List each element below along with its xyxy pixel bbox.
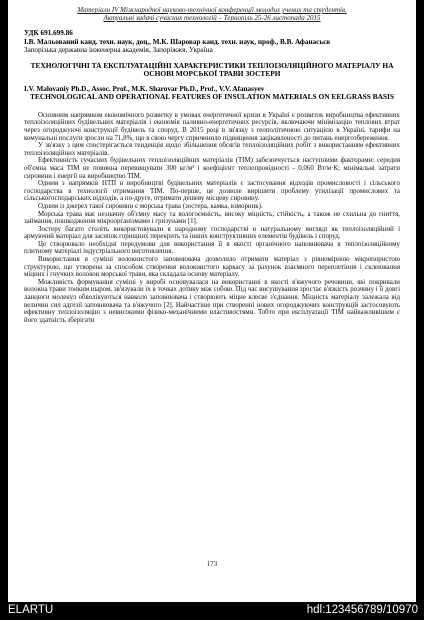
paragraph: Морська трава має незначну об'ємну масу та вологоємність, високу міцність, стійкість, а також не схильна до гниття, займання, пошкодження мікроорганізмами і гризунами [1].: [24, 210, 400, 226]
paragraph: Одним із джерел такої сировини є морська трава (зостера, камка, взморник).: [38, 202, 263, 210]
body-text: [24, 112, 400, 325]
paragraph: Основним напрямком економічного розвитку в умовах енергетичної кризи в Україні є розвиток виробництва ефективних теплоізоляційних будівельних матеріалів і економія паливно-енергетичних ресурсів, включаючи мінімізацію теплових втрат через огороджуючі конструкції будівель та споруд. В 2015 році в зв'язку з геополітичною ситуацією в Україні, тарифи на комунальні послуги зросли на 71,8%, що в свою чергу спричинило підвищення зацікавленості до питань енергозбереження.: [24, 111, 400, 142]
handle-id[interactable]: hdl:123456789/10970: [306, 604, 418, 616]
paragraph: Одним з напрямків НТП в виробництві будівельних матеріалів є застосування відходів промисловості і сільського господарства в технології отримання ТІМ. По-перше, це дозволе вирішити проблему утилізації промислових та сільськогосподарських відходів, а по-друге, отримати дешеву місцеву сировину.: [24, 180, 400, 203]
document-page: [8, 0, 416, 602]
affiliation-ua: Запорізька державна інженерна академія, Запоріжжя, Україна: [24, 46, 213, 54]
repository-name: ELARTU: [8, 604, 54, 616]
title-ua: ТЕХНОЛОГІЧНІ ТА ЕКСПЛУАТАЦІЙНІ ХАРАКТЕРИСТИКИ ТЕПЛОІЗОЛЯЦІЙНОГО МАТЕРІАЛУ НА ОСНОВІ МОРСЬКОЇ ТРАВИ ЗОСТЕРИ: [30, 60, 394, 79]
header-line-2: Актуальні задачі сучасних технологій – Тернопіль 25-26 листопада 2015: [103, 14, 321, 22]
paragraph: Це створювало необхідні передумови для використання її в якості органічного наповнювача в теплоізоляційному плитному матеріалі індустріального виготовлення.: [24, 240, 400, 256]
title-en: TECHNOLOGICAL AND OPERATIONAL FEATURES OF INSULATION MATERIALS ON EELGRASS BASIS: [29, 92, 395, 102]
paragraph: Можливість формування суміші у виробі основувалася на використанні в якості в'яжучого речовини, які покривали волокна трави тонким шаром, зв'язували їх в точках дотику між собою. Під час висушування зростає в'язкість розчину і її довгі ланцюги молекул обволікуються навколо заповнювача і створюють міцне клеєве з'єднання. Міцність матеріалу залежала від величин сил адгезії заповнювача та в'яжучого [2]. Найчастіше при створенні нових огороджуючих конструкцій застосовують ефективну теплоізоляцію з невисокими фізико-механічними властивостями. Тобто при експлуатації ТІМ найважливішим є його здатність зберігати: [24, 278, 400, 324]
authors-en: I.V. Malovaniy Ph.D., Assoc. Prof., M.K. Sharovar Ph.D., Prof., V.V. Afanasyev: [24, 84, 265, 93]
paragraph: Використання в суміші волокнистого заповнювача дозволило отримати матеріал з рівномірною мікропористою структурою, що утворена за способом створення волокнистого каркасу за рахунок взаємного переплетіння і склеювання міцних і гнучких волокон морської трави, яка складала основу матеріалу.: [24, 256, 400, 279]
header-line-1: Матеріали IV Міжнародної науково-технічної конференції молодих учених та студентів.: [77, 6, 347, 14]
repository-footer: [0, 602, 424, 620]
conference-header: [24, 0, 400, 22]
paragraph: Ефективність сучасних будівельних теплоізоляційних матеріалів (ТІМ) забезпечується наступними факторами: середня об'ємна маса ТІМ не повинна перевищувати 300 кг/м³ і коефіцієнт теплопровідності - 0,060 Вт/м·К; мінімальні затрати сировини і енергії на виробництво ТІМ.: [24, 157, 400, 180]
page-number: 173: [206, 560, 218, 568]
paragraph: У зв'язку з цим спостерігається тенденція щодо збільшення обсягів теплоізоляційних робіт з використанням ефективних теплоізоляційних матеріалів.: [24, 142, 400, 157]
udc-code: УДК 691.699.86: [24, 29, 73, 37]
paragraph: Зостеру багато століть використовували в народному господарстві в натуральному вигляді як теплоізоляційний і армуючий матеріал для засипок горищних перекрить та інших конструктивних елементів будівель і споруд.: [24, 225, 400, 241]
authors-ua: І.В. Мальований канд. техн. наук, доц., М.К. Шаровар канд. техн. наук, проф., В.В. Афанасьєв: [24, 37, 331, 46]
